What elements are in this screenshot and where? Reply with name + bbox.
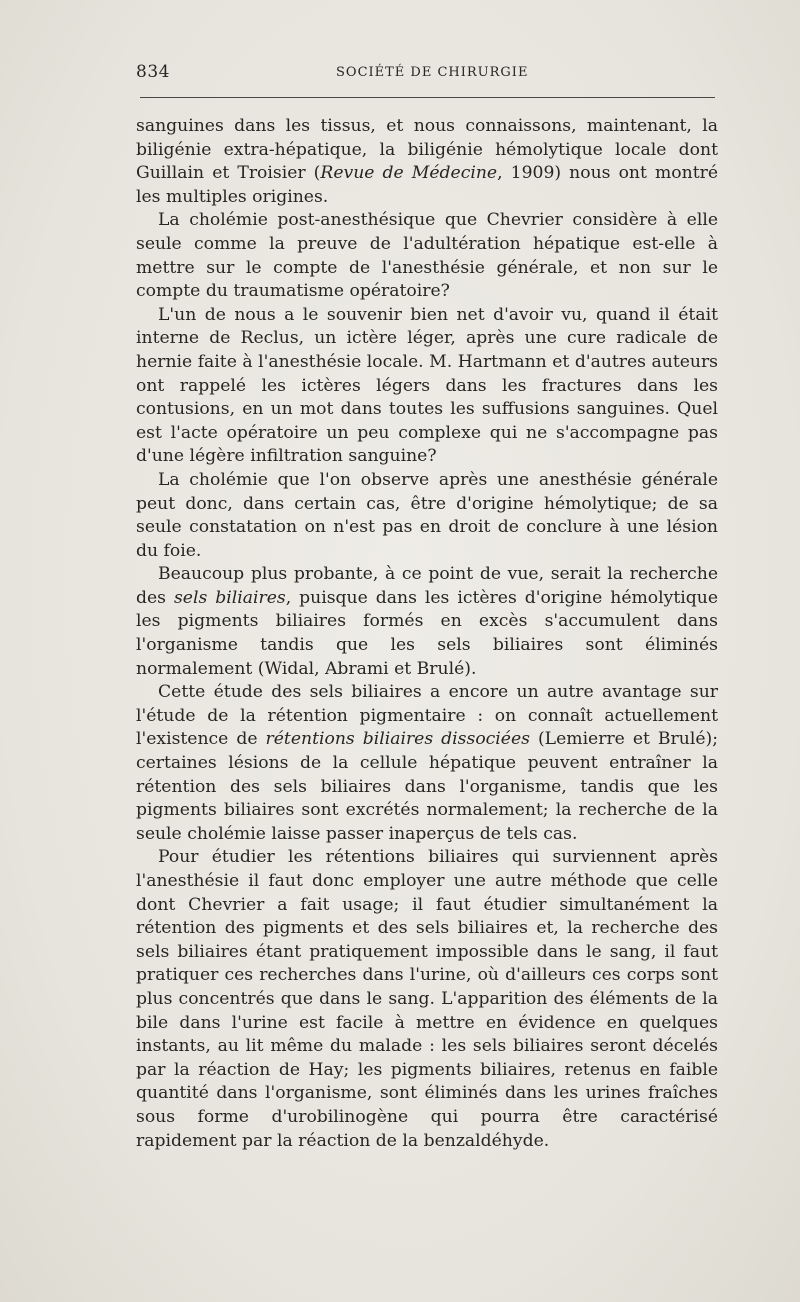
page-number: 834 — [136, 62, 170, 82]
paragraph-text: Pour étudier les rétentions biliaires qui surviennent après l'anesthésie il faut donc employer une autre méthode que celle dont Chevrier a fait usage; il faut étudier simultanément la rétention des pigments et des sels biliaires et, la recherche des sels biliaires étant pratiquement impossible dans le sang, il faut pratiquer ces recherches dans l'urine, où d'ailleurs ces corps sont plus concentrés que dans le sang. L'apparition des éléments de la bile dans l'urine est facile à mettre en évidence en quelques instants, au lit même du malade : les sels biliaires seront décelés par la réaction de Hay; les pigments biliaires, retenus en faible quantité dans l'organisme, sont éliminés dans les urines fraîches sous forme d'urobilinogène qui pourra être caractérisé rapidement par la réaction de la benzaldéhyde. — [136, 847, 718, 1151]
paragraph — [136, 563, 718, 681]
header-rule — [140, 97, 715, 98]
paragraph-text: , 1909) nous ont montré les multiples origines. — [136, 163, 718, 207]
italic-term: sels biliaires — [173, 587, 286, 608]
paragraph-text: (Lemierre et Brulé); certaines lésions de la cellule hépatique peuvent entraîner la rétention des sels biliaires dans l'organisme, tandis que les pigments biliaires sont excrétés normalement; la recherche de la seule cholémie laisse passer inaperçus de tels cas. — [136, 729, 719, 844]
italic-term: rétentions biliaires dissociées — [265, 729, 530, 750]
paragraph — [136, 846, 718, 1153]
paragraph — [136, 469, 718, 563]
journal-title: Revue de Médecine — [320, 163, 498, 184]
paragraph-text: Cette étude des sels biliaires a encore un autre avantage sur l'étude de la rétention pigmentaire : on connaît actuellement l'existence de — [136, 682, 718, 750]
paragraph-text: La cholémie post-anesthésique que Chevrier considère à elle seule comme la preuve de l'adultération hépatique est-elle à mettre sur le compte de l'anesthésie générale, et non sur le compte du traumatisme opératoire? — [136, 210, 718, 302]
paragraph-text: Beaucoup plus probante, à ce point de vue, serait la recherche des — [136, 564, 718, 608]
paragraph-text: sanguines dans les tissus, et nous connaissons, maintenant, la biligénie extra-hépatique, la biligénie hémolytique locale dont Guillain et Troisier ( — [136, 116, 718, 184]
body-text — [136, 115, 718, 1153]
paragraph — [136, 681, 718, 846]
paragraph — [136, 304, 718, 469]
running-head: SOCIÉTÉ DE CHIRURGIE — [336, 65, 529, 80]
paragraph-text: L'un de nous a le souvenir bien net d'avoir vu, quand il était interne de Reclus, un ictère léger, après une cure radicale de hernie faite à l'anesthésie locale. M. Hartmann et d'autres auteurs ont rappelé les ictères légers dans les fractures dans les contusions, en un mot dans toutes les suffusions sanguines. Quel est l'acte opératoire un peu complexe qui ne s'accompagne pas d'une légère infiltration sanguine? — [136, 304, 718, 467]
paragraph — [136, 209, 718, 303]
page-header — [136, 60, 716, 86]
paragraph-text: La cholémie que l'on observe après une anesthésie générale peut donc, dans certain cas, être d'origine hémolytique; de sa seule constatation on n'est pas en droit de conclure à une lésion du foie. — [136, 469, 718, 561]
paragraph-text: , puisque dans les ictères d'origine hémolytique les pigments biliaires formés en excès s'accumulent dans l'organisme tandis que les sels biliaires sont éliminés normalement (Widal, Abrami et Brulé). — [136, 587, 718, 679]
paragraph — [136, 115, 718, 209]
